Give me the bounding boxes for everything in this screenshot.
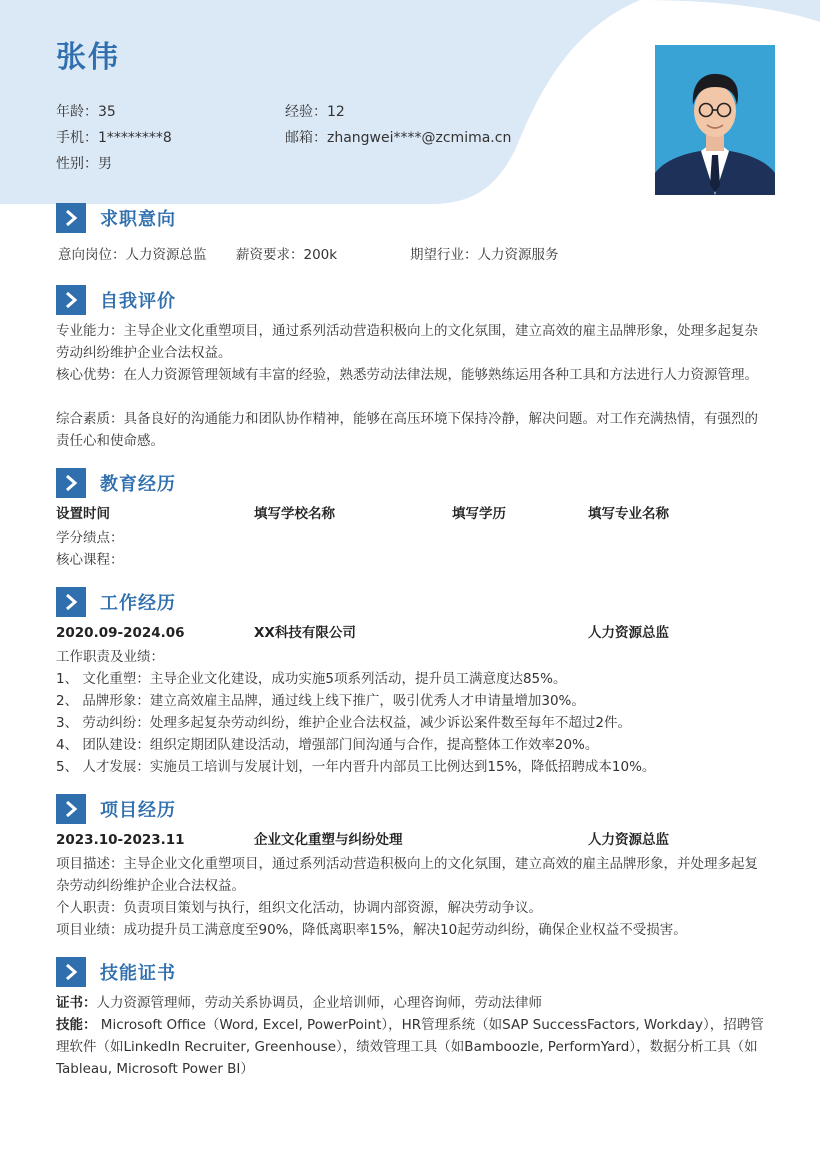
self-eval-quality: 综合素质：具备良好的沟通能力和团队协作精神，能够在高压环境下保持冷静，解决问题。对工作充满热情，有强烈的责任心和使命感。 [56, 411, 758, 449]
chevron-right-icon [56, 203, 86, 233]
project-date: 2023.10-2023.11 [56, 832, 185, 848]
project-result: 项目业绩：成功提升员工满意度至90%，降低离职率15%，解决10起劳动纠纷，确保企业权益不受损害。 [56, 922, 687, 938]
self-eval-ability: 专业能力：主导企业文化重塑项目，通过系列活动营造积极向上的文化氛围，建立高效的雇主品牌形象，处理多起复杂劳动纠纷维护企业合法权益。 [56, 323, 758, 361]
work-company: XX科技有限公司 [254, 625, 356, 641]
edu-school: 填写学校名称 [254, 506, 335, 522]
experience: 经验：12 [285, 104, 345, 120]
cert-text: 人力资源管理师，劳动关系协调员，企业培训师，心理咨询师，劳动法律师 [96, 995, 542, 1011]
edu-courses: 核心课程： [56, 552, 124, 568]
section-work [56, 587, 176, 617]
cert-label: 证书： [56, 995, 97, 1011]
intent-position: 意向岗位：人力资源总监 [58, 247, 207, 263]
profile-photo [655, 45, 775, 195]
work-date: 2020.09-2024.06 [56, 625, 185, 641]
edu-time: 设置时间 [56, 506, 110, 522]
work-item: 3、 劳动纠纷：处理多起复杂劳动纠纷，维护企业合法权益，减少诉讼案件数至每年不超过2件。 [56, 715, 631, 731]
section-skills [56, 957, 176, 987]
skill-label: 技能： [56, 1017, 97, 1033]
section-title-job-intent: 求职意向 [100, 209, 176, 230]
chevron-right-icon [56, 794, 86, 824]
section-title-project: 项目经历 [100, 800, 176, 821]
skills-list [56, 1014, 768, 1080]
section-self-evaluation [56, 285, 176, 315]
skills-certificates [56, 992, 768, 1014]
gender: 性别：男 [56, 156, 112, 172]
project-duty: 个人职责：负责项目策划与执行，组织文化活动，协调内部资源，解决劳动争议。 [56, 900, 542, 916]
edu-major: 填写专业名称 [588, 506, 669, 522]
edu-gpa: 学分绩点： [56, 530, 124, 546]
skill-text: Microsoft Office（Word, Excel, PowerPoint），HR管理系统（如SAP SuccessFactors, Workday），招聘管理软件（如LinkedIn Recruiter, Greenhouse），绩效管理工具（如Bamboozle, PerformYard），数据分析工具（如Tableau, Microsoft Power BI） [56, 1017, 764, 1077]
project-name: 企业文化重塑与纠纷处理 [254, 832, 403, 848]
section-title-skills: 技能证书 [100, 963, 176, 984]
work-item: 4、 团队建设：组织定期团队建设活动，增强部门间沟通与合作，提高整体工作效率20%。 [56, 737, 599, 753]
work-item: 2、 品牌形象：建立高效雇主品牌，通过线上线下推广，吸引优秀人才申请量增加30%。 [56, 693, 585, 709]
chevron-right-icon [56, 587, 86, 617]
work-item: 1、 文化重塑：主导企业文化建设，成功实施5项系列活动，提升员工满意度达85%。 [56, 671, 567, 687]
chevron-right-icon [56, 468, 86, 498]
project-role: 人力资源总监 [588, 832, 669, 848]
email: 邮箱：zhangwei****@zcmima.cn [285, 130, 512, 146]
chevron-right-icon [56, 285, 86, 315]
section-title-work: 工作经历 [100, 593, 176, 614]
work-intro: 工作职责及业绩： [56, 649, 164, 665]
section-job-intent [56, 203, 176, 233]
section-title-education: 教育经历 [100, 474, 176, 495]
work-role: 人力资源总监 [588, 625, 669, 641]
phone: 手机：1********8 [56, 130, 172, 146]
work-item: 5、 人才发展：实施员工培训与发展计划，一年内晋升内部员工比例达到15%，降低招聘成本10%。 [56, 759, 656, 775]
self-eval-advantage: 核心优势：在人力资源管理领域有丰富的经验，熟悉劳动法律法规，能够熟练运用各种工具和方法进行人力资源管理。 [56, 367, 758, 383]
edu-degree: 填写学历 [452, 506, 506, 522]
section-title-self-evaluation: 自我评价 [100, 291, 176, 312]
section-education [56, 468, 176, 498]
project-desc: 项目描述：主导企业文化重塑项目，通过系列活动营造积极向上的文化氛围，建立高效的雇主品牌形象，并处理多起复杂劳动纠纷维护企业合法权益。 [56, 856, 758, 894]
candidate-name: 张伟 [56, 40, 120, 75]
section-project [56, 794, 176, 824]
age: 年龄：35 [56, 104, 116, 120]
intent-salary: 薪资要求：200k [236, 247, 338, 263]
chevron-right-icon [56, 957, 86, 987]
intent-industry: 期望行业：人力资源服务 [410, 247, 559, 263]
